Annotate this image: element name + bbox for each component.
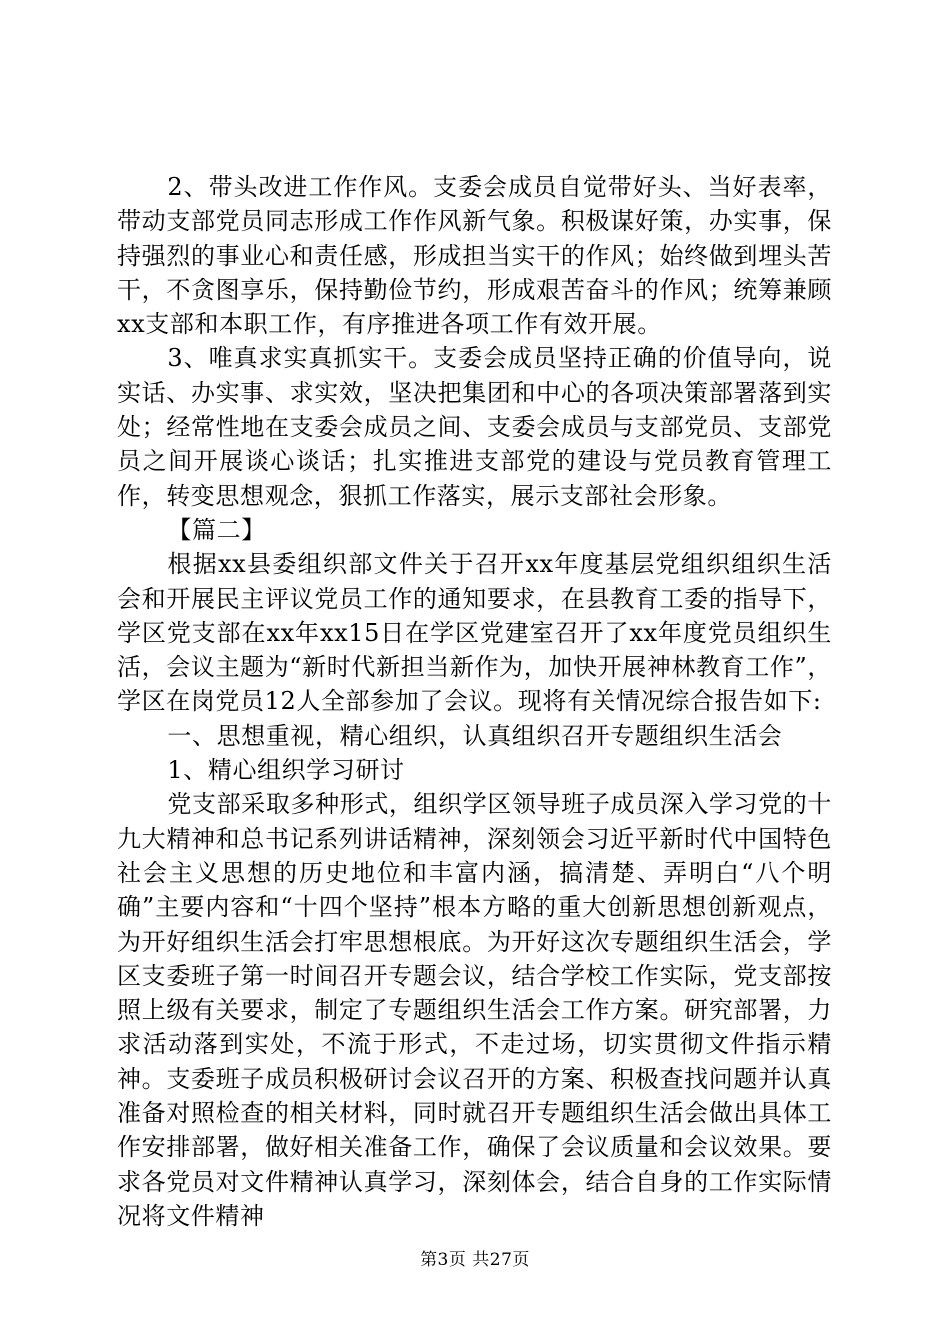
heading-section-one: 一、思想重视，精心组织，认真组织召开专题组织生活会 (167, 721, 783, 750)
heading-subsection-one: 1、精心组织学习研讨 (167, 756, 405, 785)
document-body (117, 170, 832, 1233)
section-marker-part-two: 【篇二】 (167, 515, 266, 544)
paragraph-meeting-intro: 根据xx县委组织部文件关于召开xx年度基层党组织组织生活会和开展民主评议党员工作的通知要求，在县教育工委的指导下，学区党支部在xx年xx15日在学区党建室召开了xx年度党员组织生活，会议主题为“新时代新担当新作为，加快开展神林教育工作”，学区在岗党员12人全部参加了会议。现将有关情况综合报告如下: (117, 550, 832, 716)
paragraph-study-details: 党支部采取多种形式，组织学区领导班子成员深入学习党的十九大精神和总书记系列讲话精神，深刻领会习近平新时代中国特色社会主义思想的历史地位和丰富内涵，搞清楚、弄明白“八个明确”主要内容和“十四个坚持”根本方略的重大创新思想创新观点，为开好组织生活会打牢思想根底。为开好这次专题组织生活会，学区支委班子第一时间召开专题会议，结合学校工作实际，党支部按照上级有关要求，制定了专题组织生活会工作方案。研究部署，力求活动落到实处，不流于形式，不走过场，切实贯彻文件指示精神。支委班子成员积极研讨会议召开的方案、积极查找问题并认真准备对照检查的相关材料，同时就召开专题组织生活会做出具体工作安排部署，做好相关准备工作，确保了会议质量和会议效果。要求各党员对文件精神认真学习，深刻体会，结合自身的工作实际情况将文件精神 (117, 790, 832, 1230)
paragraph-lead-by-example: 2、带头改进工作作风。支委会成员自觉带好头、当好表率，带动支部党员同志形成工作作风新气象。积极谋好策，办实事，保持强烈的事业心和责任感，形成担当实干的作风；始终做到埋头苦干，不贪图享乐，保持勤俭节约，形成艰苦奋斗的作风；统筹兼顾xx支部和本职工作，有序推进各项工作有效开展。 (117, 173, 832, 339)
paragraph-seek-truth: 3、唯真求实真抓实干。支委会成员坚持正确的价值导向，说实话、办实事、求实效，坚决把集团和中心的各项决策部署落到实处；经常性地在支委会成员之间、支委会成员与支部党员、支部党员之间开展谈心谈话；扎实推进支部党的建设与党员教育管理工作，转变思想观念，狠抓工作落实，展示支部社会形象。 (117, 344, 832, 510)
page-number-footer: 第3页 共27页 (420, 1250, 530, 1270)
